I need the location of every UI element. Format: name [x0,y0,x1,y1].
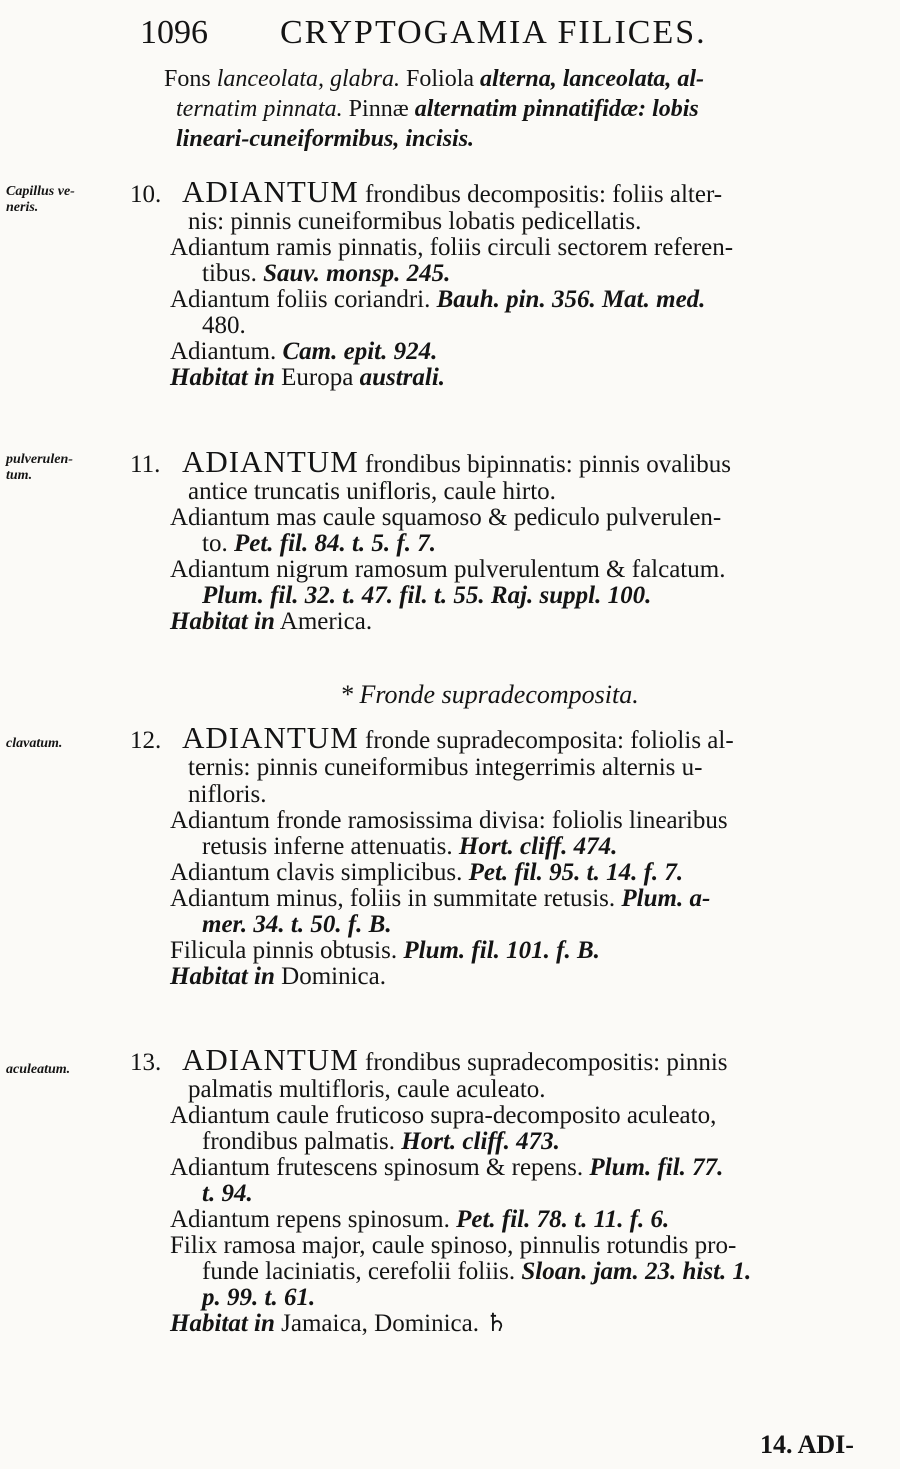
section-heading: * Fronde supradecomposita. [340,680,639,709]
synonym-text: frondibus palmatis. [202,1128,402,1155]
synonym-line [130,1103,890,1129]
diagnosis-text: frondibus supradecompositis: pinnis [358,1049,728,1076]
synonym-reference: p. 99. t. 61. [202,1284,316,1311]
synonym-reference: Hort. cliff. 474. [458,833,618,860]
synonym-reference: Plum. a- [621,885,711,912]
synonym-text: 480. [202,312,246,339]
habitat-label: Habitat in [170,1310,275,1337]
species-diagnosis [130,444,890,479]
synonym-reference: Pet. fil. 78. t. 11. f. 6. [456,1206,670,1233]
synonym-text: Adiantum fronde ramosissima divisa: foliolis linearibus [170,807,728,834]
synonym-line [130,912,890,938]
synonym-text: Adiantum nigrum ramosum pulverulentum & falcatum. [170,556,726,583]
intro-line [164,64,884,94]
synonym-line [130,1285,890,1311]
diagnosis-text: frondibus decompositis: foliis alter- [358,181,723,208]
synonym-text: Filix ramosa major, caule spinoso, pinnulis rotundis pro- [170,1232,737,1259]
diagnosis-text: ternis: pinnis cuneiformibus integerrimis alternis u- [188,754,703,781]
running-head: CRYPTOGAMIA FILICES. [280,14,707,51]
margin-label: clavatum. [6,736,63,751]
intro-italic-bold: alternatim pinnatifidæ: lobis [414,96,699,122]
habitat-text: America. [274,608,373,635]
page-number: 1096 [140,14,208,51]
habitat-line [130,609,890,635]
synonym-text: Adiantum foliis coriandri. [170,286,437,313]
synonym-line [130,886,890,912]
genus-name: ADIANTUM [182,444,359,479]
species-diagnosis [130,720,890,755]
synonym-line [130,313,890,339]
synonym-text: Adiantum ramis pinnatis, foliis circuli sectorem referen- [170,234,734,261]
synonym-text: Adiantum frutescens spinosum & repens. [170,1154,590,1181]
synonym-reference: Sauv. monsp. 245. [263,260,451,287]
intro-text: Fons [164,66,217,92]
synonym-line [130,583,890,609]
synonym-text: Adiantum minus, foliis in summitate retusis. [170,885,622,912]
synonym-text: Adiantum mas caule squamoso & pediculo pulverulen- [170,504,722,531]
synonym-reference: Sloan. jam. 23. hist. 1. [521,1258,752,1285]
synonym-text: funde laciniatis, cerefolii foliis. [202,1258,522,1285]
margin-label: Capillus ve- neris. [6,184,75,215]
species-diagnosis [130,174,890,209]
diagnosis-text: frondibus bipinnatis: pinnis ovalibus [358,451,731,478]
intro-text: Foliola [400,66,481,92]
intro-line [164,94,884,124]
habitat-line [130,365,890,391]
synonym-text: tibus. [202,260,264,287]
intro-italic-bold: lineari-cuneiformibus, incisis. [176,126,475,152]
species-entry-12 [130,720,890,990]
species-entry-11 [130,444,890,635]
synonym-text: retusis inferne attenuatis. [202,833,459,860]
intro-line [164,124,884,154]
synonym-line [130,1155,890,1181]
synonym-line [130,938,890,964]
synonym-line [130,557,890,583]
synonym-reference: t. 94. [202,1180,253,1207]
intro-italic-bold: alterna, lanceolata, al- [480,66,705,92]
synonym-line [130,339,890,365]
habitat-qualifier: australi. [359,364,446,391]
synonym-line [130,1181,890,1207]
synonym-reference: Bauh. pin. 356. Mat. med. [436,286,706,313]
page-header [140,10,760,56]
synonym-text: Adiantum repens spinosum. [170,1206,457,1233]
margin-label: aculeatum. [6,1062,71,1077]
catchword: 14. ADI- [760,1430,854,1459]
synonym-text: to. [202,530,234,557]
genus-name: ADIANTUM [182,174,359,209]
habitat-line [130,964,890,990]
synonym-reference: Plum. fil. 101. f. B. [403,937,600,964]
species-entry-10 [130,174,890,391]
synonym-line [130,505,890,531]
species-diagnosis [130,1042,890,1077]
synonym-reference: Cam. epit. 924. [282,338,438,365]
species-number: 11. [130,451,161,478]
habitat-text: Dominica. [274,963,386,990]
synonym-text: Adiantum caule fruticoso supra-decomposito aculeato, [170,1102,717,1129]
diagnosis-text: fronde supradecomposita: foliolis al- [358,727,734,754]
species-number: 13. [130,1049,162,1076]
diagnosis-text: antice truncatis unifloris, caule hirto. [188,478,556,505]
habitat-label: Habitat in [170,364,275,391]
synonym-line [130,261,890,287]
species-entry-13 [130,1042,890,1337]
habitat-line [130,1311,890,1337]
synonym-text: Adiantum. [170,338,283,365]
synonym-reference: mer. 34. t. 50. f. B. [202,911,392,938]
synonym-line [130,235,890,261]
intro-italic: lanceolata, glabra. [216,66,401,92]
habitat-label: Habitat in [170,963,275,990]
synonym-reference: Hort. cliff. 473. [401,1128,560,1155]
intro-text: Pinnæ [342,96,415,122]
synonym-reference: Plum. fil. 32. t. 47. fil. t. 55. Raj. suppl. 100. [202,582,652,609]
synonym-reference: Pet. fil. 95. t. 14. f. 7. [468,859,684,886]
diagnosis-text: nifloris. [188,781,267,808]
synonym-line [130,1207,890,1233]
intro-paragraph [164,64,884,154]
intro-italic: ternatim pinnata. [176,96,343,122]
perennial-symbol-icon: ♄ [485,1310,508,1337]
synonym-line [130,1259,890,1285]
margin-label: pulverulen- tum. [6,452,73,483]
synonym-line [130,1233,890,1259]
species-number: 12. [130,727,162,754]
synonym-text: Adiantum clavis simplicibus. [170,859,469,886]
synonym-line [130,834,890,860]
habitat-label: Habitat in [170,608,275,635]
habitat-text: Jamaica, Dominica. [274,1310,486,1337]
synonym-line [130,860,890,886]
species-number: 10. [130,181,162,208]
synonym-text: Filicula pinnis obtusis. [170,937,404,964]
diagnosis-text: palmatis multifloris, caule aculeato. [188,1076,546,1103]
genus-name: ADIANTUM [182,1042,359,1077]
synonym-line [130,808,890,834]
genus-name: ADIANTUM [182,720,359,755]
habitat-text: Europa [274,364,360,391]
synonym-line [130,531,890,557]
diagnosis-text: nis: pinnis cuneiformibus lobatis pedicellatis. [188,208,642,235]
synonym-reference: Pet. fil. 84. t. 5. f. 7. [233,530,437,557]
synonym-reference: Plum. fil. 77. [589,1154,724,1181]
synonym-line [130,1129,890,1155]
synonym-line [130,287,890,313]
